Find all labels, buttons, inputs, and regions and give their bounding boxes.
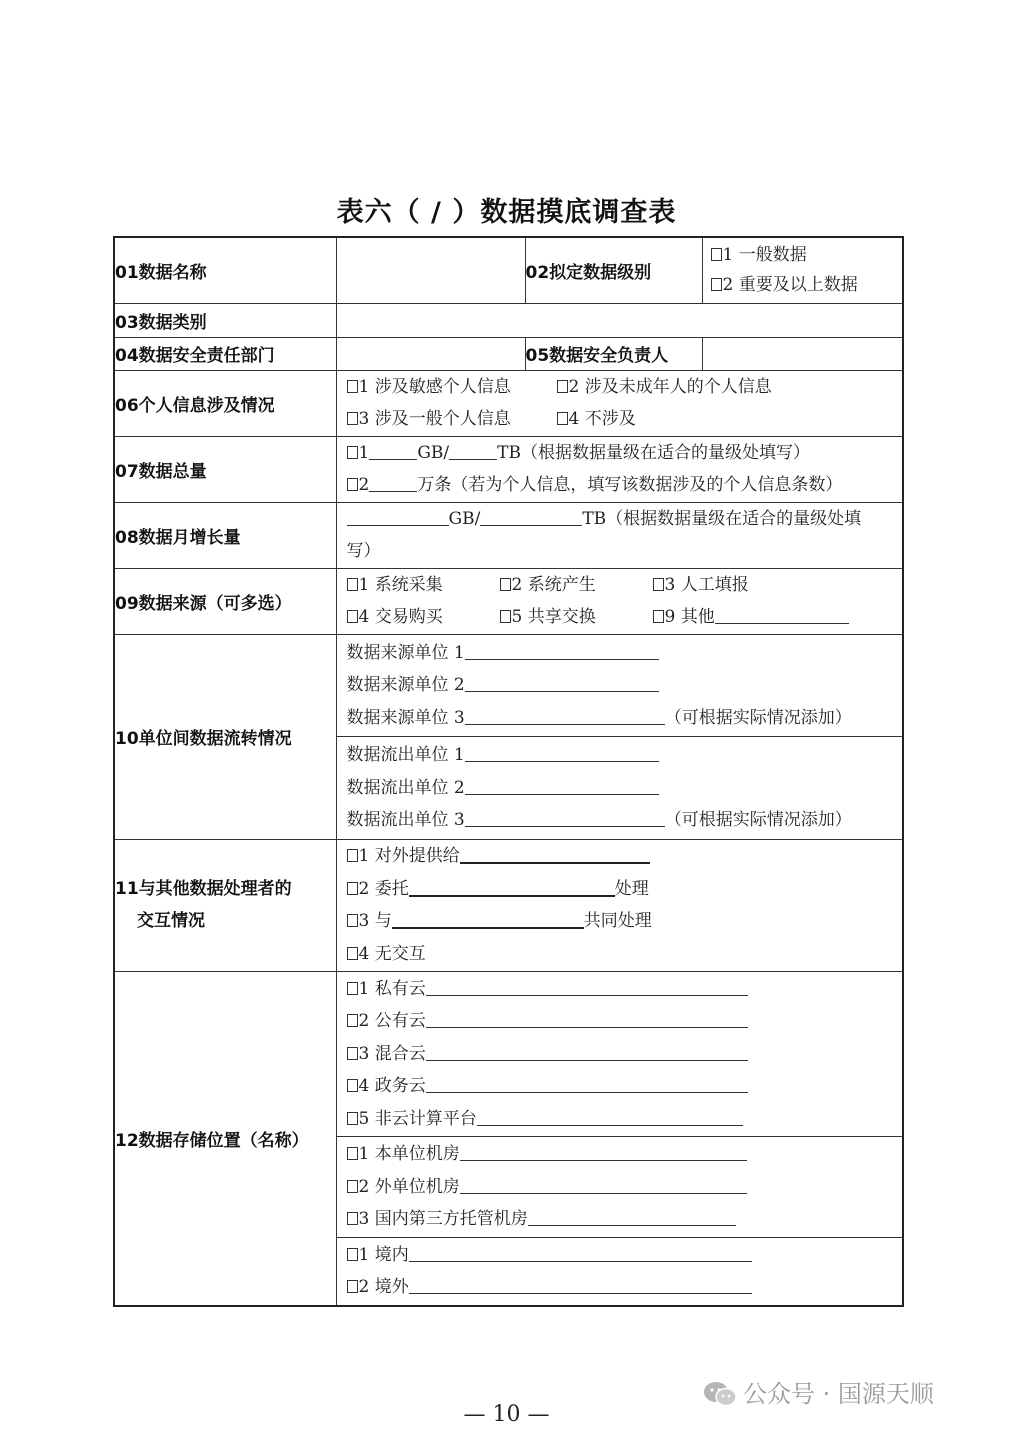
machine-room-options	[337, 1136, 903, 1237]
option-sharing[interactable]: 5 共享交换	[500, 601, 653, 634]
cloud-options	[337, 972, 903, 1137]
data-name-field[interactable]	[336, 237, 525, 303]
checkbox-icon[interactable]	[347, 1079, 358, 1092]
data-name-label: 01数据名称	[114, 237, 336, 303]
checkbox-icon[interactable]	[500, 578, 511, 591]
growth-tb-blank[interactable]	[480, 507, 582, 526]
source-unit-3[interactable]: 数据来源单位 3 （可根据实际情况添加）	[346, 707, 852, 728]
data-source-label: 09数据来源（可多选）	[114, 568, 336, 634]
option-provide-external[interactable]: 1 对外提供给	[337, 840, 903, 873]
personal-info-label: 06个人信息涉及情况	[114, 370, 336, 436]
watermark: 公众号 · 国源天顺	[703, 1374, 934, 1409]
checkbox-icon[interactable]	[347, 380, 358, 393]
outflow-unit-2[interactable]: 数据流出单位 2	[337, 772, 903, 805]
option-system-collect[interactable]: 1 系统采集	[347, 569, 500, 602]
interaction-options	[336, 839, 903, 971]
option-external-room[interactable]: 2 外单位机房	[337, 1171, 903, 1204]
checkbox-icon[interactable]	[347, 1147, 358, 1160]
checkbox-icon[interactable]	[653, 578, 664, 591]
option-third-party-room[interactable]: 3 国内第三方托管机房	[337, 1203, 903, 1236]
checkbox-icon[interactable]	[347, 1047, 358, 1060]
page-number: — 10 —	[463, 1402, 550, 1427]
option-private-cloud[interactable]: 1 私有云	[337, 973, 903, 1006]
monthly-growth-field: GB/ TB（根据数据量级在适合的量级处填 写）	[336, 502, 903, 568]
option-joint-process[interactable]: 3 与 共同处理	[337, 905, 903, 938]
checkbox-icon[interactable]	[347, 1248, 358, 1261]
other-blank[interactable]	[715, 605, 849, 624]
checkbox-icon[interactable]	[653, 610, 664, 623]
source-unit-2[interactable]: 数据来源单位 2	[337, 669, 903, 702]
option-overseas[interactable]: 2 境外	[337, 1271, 903, 1304]
option-not-involved[interactable]: 4 不涉及	[557, 409, 636, 429]
option-general-data[interactable]: 1 一般数据	[703, 240, 903, 270]
page-title: 表六（ / ）数据摸底调查表	[336, 197, 677, 228]
option-important-data[interactable]: 2 重要及以上数据	[703, 270, 903, 300]
checkbox-icon[interactable]	[347, 1112, 358, 1125]
security-dept-field[interactable]	[336, 337, 525, 370]
security-dept-label: 04数据安全责任部门	[114, 337, 336, 370]
outflow-unit-1[interactable]: 数据流出单位 1	[337, 739, 903, 772]
row-12	[114, 971, 903, 1306]
row-07	[114, 436, 903, 502]
checkbox-icon[interactable]	[347, 1180, 358, 1193]
survey-table	[113, 236, 904, 1307]
checkbox-icon[interactable]	[347, 914, 358, 927]
region-options	[337, 1237, 903, 1305]
storage-location-options	[336, 971, 903, 1306]
checkbox-icon[interactable]	[347, 478, 358, 491]
gb-blank[interactable]	[369, 441, 417, 460]
checkbox-icon[interactable]	[347, 982, 358, 995]
checkbox-icon[interactable]	[711, 278, 722, 291]
row-06	[114, 370, 903, 436]
option-domestic[interactable]: 1 境内	[337, 1239, 903, 1272]
personal-info-options	[336, 370, 903, 436]
data-level-options	[702, 237, 903, 303]
option-public-cloud[interactable]: 2 公有云	[337, 1005, 903, 1038]
row-04	[114, 337, 903, 370]
count-blank[interactable]	[369, 473, 417, 492]
checkbox-icon[interactable]	[347, 412, 358, 425]
interaction-label: 11与其他数据处理者的 交互情况	[114, 839, 336, 971]
volume-count-line[interactable]: 2 万条（若为个人信息，填写该数据涉及的个人信息条数）	[337, 469, 903, 502]
option-gov-cloud[interactable]: 4 政务云	[337, 1070, 903, 1103]
option-hybrid-cloud[interactable]: 3 混合云	[337, 1038, 903, 1071]
row-09	[114, 568, 903, 634]
option-non-cloud[interactable]: 5 非云计算平台	[337, 1103, 903, 1136]
checkbox-icon[interactable]	[347, 446, 358, 459]
checkbox-icon[interactable]	[347, 882, 358, 895]
volume-size-line[interactable]: 1 GB/ TB（根据数据量级在适合的量级处填写）	[337, 437, 903, 470]
outflow-unit-3[interactable]: 数据流出单位 3 （可根据实际情况添加）	[346, 810, 852, 830]
checkbox-icon[interactable]	[557, 380, 568, 393]
option-no-interaction[interactable]: 4 无交互	[337, 938, 903, 971]
option-own-room[interactable]: 1 本单位机房	[337, 1138, 903, 1171]
option-sensitive-info[interactable]: 1 涉及敏感个人信息	[347, 371, 557, 404]
storage-location-label: 12数据存储位置（名称）	[114, 971, 336, 1306]
checkbox-icon[interactable]	[347, 1014, 358, 1027]
security-owner-label: 05数据安全负责人	[525, 337, 702, 370]
row-08	[114, 502, 903, 568]
data-category-field[interactable]	[336, 303, 903, 337]
monthly-growth-label: 08数据月增长量	[114, 502, 336, 568]
checkbox-icon[interactable]	[347, 578, 358, 591]
checkbox-icon[interactable]	[347, 610, 358, 623]
source-unit-1[interactable]: 数据来源单位 1	[337, 637, 903, 670]
growth-gb-blank[interactable]	[347, 507, 449, 526]
option-manual-entry[interactable]: 3 人工填报	[653, 575, 749, 595]
checkbox-icon[interactable]	[711, 248, 722, 261]
checkbox-icon[interactable]	[347, 1212, 358, 1225]
data-source-options	[336, 568, 903, 634]
row-01	[114, 237, 903, 303]
outflow-units	[337, 736, 903, 839]
security-owner-field[interactable]	[702, 337, 903, 370]
option-purchase[interactable]: 4 交易购买	[347, 601, 500, 634]
data-transfer-fields	[336, 634, 903, 839]
checkbox-icon[interactable]	[347, 849, 358, 862]
total-volume-label: 07数据总量	[114, 436, 336, 502]
data-transfer-label: 10单位间数据流转情况	[114, 634, 336, 839]
tb-blank[interactable]	[449, 441, 497, 460]
total-volume-options	[336, 436, 903, 502]
checkbox-icon[interactable]	[500, 610, 511, 623]
row-11	[114, 839, 903, 971]
checkbox-icon[interactable]	[557, 412, 568, 425]
data-category-label: 03数据类别	[114, 303, 336, 337]
data-level-label: 02拟定数据级别	[525, 237, 702, 303]
checkbox-icon[interactable]	[347, 947, 358, 960]
source-units	[337, 635, 903, 737]
option-entrust[interactable]: 2 委托 处理	[337, 873, 903, 906]
option-general-info[interactable]: 3 涉及一般个人信息	[347, 403, 557, 436]
option-system-generate[interactable]: 2 系统产生	[500, 569, 653, 602]
row-10	[114, 634, 903, 839]
option-other[interactable]: 9 其他	[653, 607, 849, 627]
option-minor-info[interactable]: 2 涉及未成年人的个人信息	[557, 377, 772, 397]
row-03	[114, 303, 903, 337]
checkbox-icon[interactable]	[347, 1280, 358, 1293]
